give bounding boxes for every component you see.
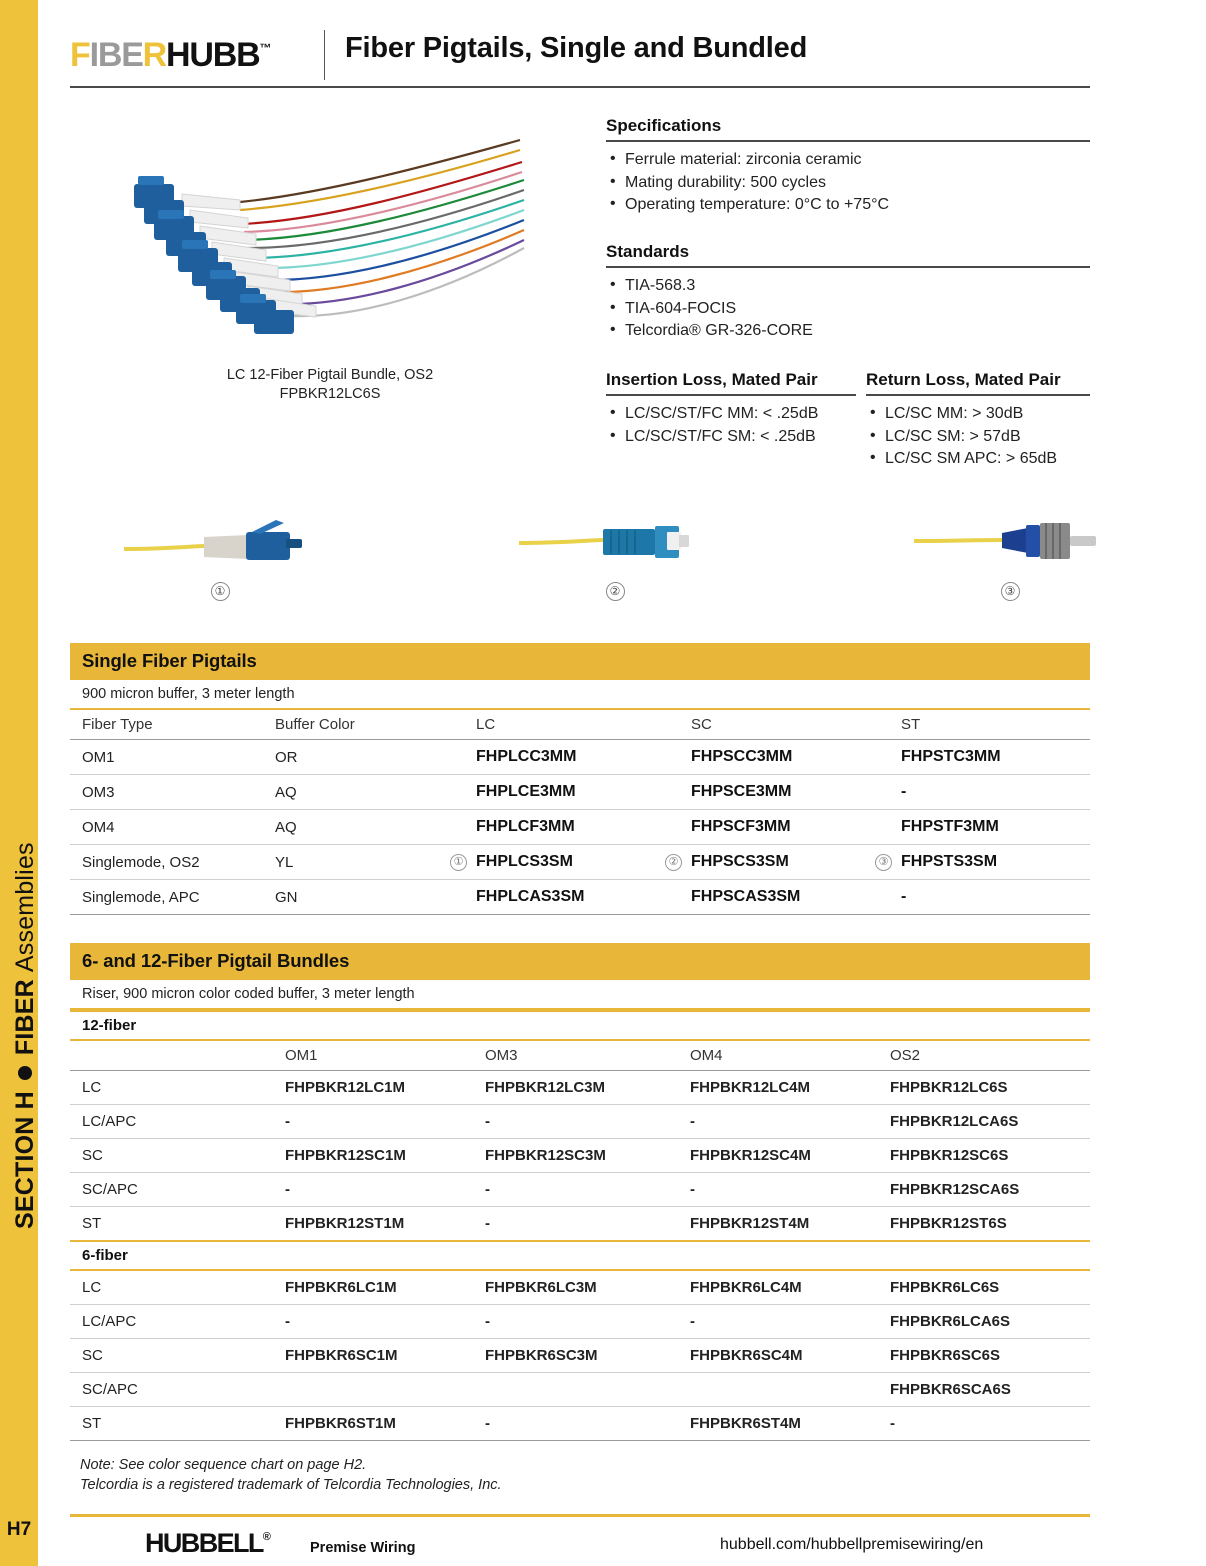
- list-item: • LC/SC SM APC: > 65dB: [866, 448, 1090, 471]
- logo-hubb: HUBB: [166, 36, 260, 74]
- table-subtitle: 900 micron buffer, 3 meter length: [70, 680, 1090, 710]
- header-rule: [70, 86, 1090, 88]
- list-item: • LC/SC/ST/FC SM: < .25dB: [606, 426, 856, 449]
- section-tab-light: Assemblies: [10, 842, 39, 973]
- insertion-loss-block: [606, 370, 856, 448]
- hubbell-logo: [145, 1528, 271, 1559]
- page-header: [70, 28, 1090, 86]
- part-number: FHPBKR12SC6S: [890, 1139, 1090, 1173]
- part-number: -: [485, 1173, 690, 1207]
- insertion-loss-rule: [606, 394, 856, 396]
- connector-figure-st: [900, 515, 1120, 601]
- part-number: -: [285, 1105, 485, 1139]
- table-pigtail-bundles: [70, 943, 1090, 1441]
- part-number: FHPBKR6ST1M: [285, 1407, 485, 1441]
- table-subtitle: Riser, 900 micron color coded buffer, 3 meter length: [70, 980, 1090, 1010]
- cell-lc: [450, 810, 665, 845]
- specifications-heading: Specifications: [606, 116, 722, 135]
- footnotes: [80, 1455, 880, 1495]
- part-number: -: [690, 1173, 890, 1207]
- part-number: FHPBKR12ST6S: [890, 1207, 1090, 1242]
- part-number: [485, 1373, 690, 1407]
- fiberhubb-logo: FIBERHUBB™: [70, 36, 272, 74]
- cell-fiber-type: Singlemode, APC: [70, 880, 275, 915]
- part-number: -: [901, 888, 907, 905]
- cell-connector-type: SC: [70, 1139, 285, 1173]
- part-number: FHPSCE3MM: [691, 783, 792, 800]
- cell-connector-type: SC: [70, 1339, 285, 1373]
- cell-sc: [665, 775, 875, 810]
- return-loss-block: [866, 370, 1090, 471]
- cell-buffer-color: OR: [275, 740, 450, 775]
- cell-st: [875, 775, 1090, 810]
- section-tab-label: [6, 129, 44, 1369]
- part-number: FHPSTS3SM: [901, 853, 998, 870]
- table-row: [70, 775, 1090, 810]
- column-header: OM4: [690, 1040, 890, 1071]
- part-number: -: [690, 1105, 890, 1139]
- group-label: 6-fiber: [70, 1241, 1090, 1270]
- section-tab-section: SECTION H: [10, 1091, 39, 1229]
- cell-fiber-type: Singlemode, OS2: [70, 845, 275, 880]
- part-number: FHPBKR6SCA6S: [890, 1373, 1090, 1407]
- standards-rule: [606, 266, 1090, 268]
- part-number: FHPSCAS3SM: [691, 888, 801, 905]
- cell-lc: [450, 845, 665, 880]
- footer-url[interactable]: hubbell.com/hubbellpremisewiring/en: [720, 1536, 984, 1553]
- part-number: FHPBKR6SC6S: [890, 1339, 1090, 1373]
- list-item: • LC/SC MM: > 30dB: [866, 403, 1090, 426]
- part-number: FHPBKR12LC1M: [285, 1071, 485, 1105]
- column-header: [70, 1040, 285, 1071]
- product-caption-line1: LC 12-Fiber Pigtail Bundle, OS2: [226, 367, 434, 383]
- page-title: Fiber Pigtails, Single and Bundled: [345, 32, 808, 64]
- insertion-loss-list: [606, 403, 856, 448]
- specifications-list: [606, 149, 1090, 217]
- connector-figures: [70, 515, 1090, 605]
- part-number: FHPBKR12LC3M: [485, 1071, 690, 1105]
- cell-sc: [665, 880, 875, 915]
- part-number: -: [485, 1207, 690, 1242]
- part-number: FHPBKR6LCA6S: [890, 1305, 1090, 1339]
- callout-number: ②: [606, 582, 625, 601]
- table-row: [70, 1173, 1090, 1207]
- list-item: • Telcordia® GR-326-CORE: [606, 320, 1090, 343]
- column-header: OS2: [890, 1040, 1090, 1071]
- part-number: FHPBKR6SC1M: [285, 1339, 485, 1373]
- footer-rule: [70, 1514, 1090, 1517]
- cell-fiber-type: OM3: [70, 775, 275, 810]
- table-row: [70, 845, 1090, 880]
- part-number: -: [890, 1407, 1090, 1441]
- cell-buffer-color: AQ: [275, 810, 450, 845]
- list-item: • Mating durability: 500 cycles: [606, 172, 1090, 195]
- cell-fiber-type: OM4: [70, 810, 275, 845]
- return-loss-heading: Return Loss, Mated Pair: [866, 370, 1061, 389]
- table-row: [70, 1270, 1090, 1305]
- table-row: [70, 1373, 1090, 1407]
- table-title: 6- and 12-Fiber Pigtail Bundles: [70, 943, 1090, 980]
- part-number: FHPBKR6SC3M: [485, 1339, 690, 1373]
- list-item: • LC/SC/ST/FC MM: < .25dB: [606, 403, 856, 426]
- callout-number: ③: [1001, 582, 1020, 601]
- group-header-12-fiber: [70, 1011, 1090, 1040]
- section-tab: [0, 0, 38, 1566]
- standards-heading: Standards: [606, 242, 690, 261]
- table-row: [70, 1207, 1090, 1242]
- page-footer: [70, 1522, 1090, 1566]
- part-number: FHPLCS3SM: [476, 853, 573, 870]
- cell-connector-type: LC: [70, 1071, 285, 1105]
- cell-connector-type: SC/APC: [70, 1173, 285, 1207]
- product-caption-line2: FPBKR12LC6S: [279, 386, 381, 402]
- specifications-block: [606, 116, 1090, 217]
- part-number: -: [485, 1105, 690, 1139]
- st-connector-icon: [910, 515, 1110, 571]
- part-number: FHPBKR12LC6S: [890, 1071, 1090, 1105]
- product-caption: [130, 366, 530, 404]
- part-number: FHPBKR12LC4M: [690, 1071, 890, 1105]
- list-item: • Operating temperature: 0°C to +75°C: [606, 194, 1090, 217]
- single-pigtails-grid: [70, 710, 1090, 915]
- section-tab-bold: FIBER: [10, 979, 39, 1056]
- part-number: [285, 1373, 485, 1407]
- registered-icon: ®: [262, 1531, 271, 1543]
- part-number: FHPSCC3MM: [691, 748, 793, 765]
- insertion-loss-heading: Insertion Loss, Mated Pair: [606, 370, 818, 389]
- page-number: H7: [6, 1519, 32, 1540]
- group-header-6-fiber: [70, 1241, 1090, 1270]
- part-number: -: [485, 1305, 690, 1339]
- part-number: FHPBKR6LC3M: [485, 1270, 690, 1305]
- table-row: [70, 880, 1090, 915]
- table-header-row: [70, 710, 1090, 740]
- product-image-bundle: [120, 128, 530, 356]
- trademark-icon: ™: [259, 41, 272, 55]
- lc-connector-icon: [120, 515, 320, 571]
- header-divider: [324, 30, 325, 80]
- cell-connector-type: ST: [70, 1207, 285, 1242]
- part-number: FHPBKR12SC1M: [285, 1139, 485, 1173]
- part-number: FHPSTF3MM: [901, 818, 999, 835]
- list-item: • TIA-568.3: [606, 275, 1090, 298]
- bundles-grid: [70, 1010, 1090, 1441]
- standards-block: [606, 242, 1090, 343]
- part-number: -: [901, 783, 907, 800]
- table-single-fiber-pigtails: [70, 643, 1090, 915]
- cell-connector-type: SC/APC: [70, 1373, 285, 1407]
- part-number: FHPLCAS3SM: [476, 888, 585, 905]
- part-number: FHPBKR6LC6S: [890, 1270, 1090, 1305]
- specifications-rule: [606, 140, 1090, 142]
- part-number: FHPLCF3MM: [476, 818, 575, 835]
- cell-connector-type: ST: [70, 1407, 285, 1441]
- footnote-line1: Note: See color sequence chart on page H2.: [80, 1457, 367, 1473]
- hubbell-tagline: Premise Wiring: [310, 1540, 416, 1556]
- cell-buffer-color: YL: [275, 845, 450, 880]
- table-row: [70, 740, 1090, 775]
- footnote-line2: Telcordia is a registered trademark of Telcordia Technologies, Inc.: [80, 1477, 502, 1493]
- table-row: [70, 1339, 1090, 1373]
- callout-marker: ②: [665, 854, 682, 871]
- part-number: [690, 1373, 890, 1407]
- table-row: [70, 1407, 1090, 1441]
- callout-marker: ③: [875, 854, 892, 871]
- cell-connector-type: LC/APC: [70, 1305, 285, 1339]
- sc-connector-icon: [515, 515, 715, 571]
- cell-buffer-color: GN: [275, 880, 450, 915]
- part-number: FHPBKR6SC4M: [690, 1339, 890, 1373]
- cell-st: [875, 880, 1090, 915]
- callout-number: ①: [211, 582, 230, 601]
- table-row: [70, 1105, 1090, 1139]
- part-number: -: [690, 1305, 890, 1339]
- part-number: FHPBKR12SC4M: [690, 1139, 890, 1173]
- fiber-bundle-illustration: [120, 128, 530, 356]
- cell-lc: [450, 740, 665, 775]
- cell-st: [875, 740, 1090, 775]
- part-number: FHPBKR6LC4M: [690, 1270, 890, 1305]
- part-number: FHPLCE3MM: [476, 783, 576, 800]
- cell-sc: [665, 740, 875, 775]
- list-item: • TIA-604-FOCIS: [606, 298, 1090, 321]
- group-label: 12-fiber: [70, 1011, 1090, 1040]
- part-number: -: [285, 1305, 485, 1339]
- column-header: Fiber Type: [70, 710, 275, 740]
- table-row: [70, 810, 1090, 845]
- return-loss-rule: [866, 394, 1090, 396]
- column-header: OM3: [485, 1040, 690, 1071]
- column-header: SC: [665, 710, 875, 740]
- cell-connector-type: LC/APC: [70, 1105, 285, 1139]
- column-header: OM1: [285, 1040, 485, 1071]
- connector-figure-sc: [505, 515, 725, 601]
- column-header: ST: [875, 710, 1090, 740]
- cell-sc: [665, 845, 875, 880]
- cell-buffer-color: AQ: [275, 775, 450, 810]
- connector-figure-lc: [110, 515, 330, 601]
- cell-st: [875, 845, 1090, 880]
- column-header: LC: [450, 710, 665, 740]
- part-number: FHPBKR12SC3M: [485, 1139, 690, 1173]
- standards-list: [606, 275, 1090, 343]
- list-item: • LC/SC SM: > 57dB: [866, 426, 1090, 449]
- return-loss-list: [866, 403, 1090, 471]
- table-row: [70, 1071, 1090, 1105]
- part-number: -: [485, 1407, 690, 1441]
- column-header: Buffer Color: [275, 710, 450, 740]
- cell-sc: [665, 810, 875, 845]
- part-number: FHPBKR12ST1M: [285, 1207, 485, 1242]
- list-item: • Ferrule material: zirconia ceramic: [606, 149, 1090, 172]
- callout-marker: ①: [450, 854, 467, 871]
- part-number: FHPBKR12ST4M: [690, 1207, 890, 1242]
- cell-lc: [450, 775, 665, 810]
- cell-lc: [450, 880, 665, 915]
- cell-st: [875, 810, 1090, 845]
- part-number: FHPLCC3MM: [476, 748, 577, 765]
- part-number: FHPSCF3MM: [691, 818, 791, 835]
- part-number: FHPBKR12LCA6S: [890, 1105, 1090, 1139]
- part-number: FHPBKR6LC1M: [285, 1270, 485, 1305]
- part-number: -: [285, 1173, 485, 1207]
- part-number: FHPSCS3SM: [691, 853, 789, 870]
- part-number: FHPSTC3MM: [901, 748, 1001, 765]
- table-row: [70, 1305, 1090, 1339]
- table-header-row: [70, 1040, 1090, 1071]
- table-row: [70, 1139, 1090, 1173]
- cell-connector-type: LC: [70, 1270, 285, 1305]
- bullet-dot-icon: [18, 1066, 32, 1080]
- cell-fiber-type: OM1: [70, 740, 275, 775]
- part-number: FHPBKR6ST4M: [690, 1407, 890, 1441]
- part-number: FHPBKR12SCA6S: [890, 1173, 1090, 1207]
- table-title: Single Fiber Pigtails: [70, 643, 1090, 680]
- hubbell-wordmark: HUBBELL: [145, 1528, 263, 1558]
